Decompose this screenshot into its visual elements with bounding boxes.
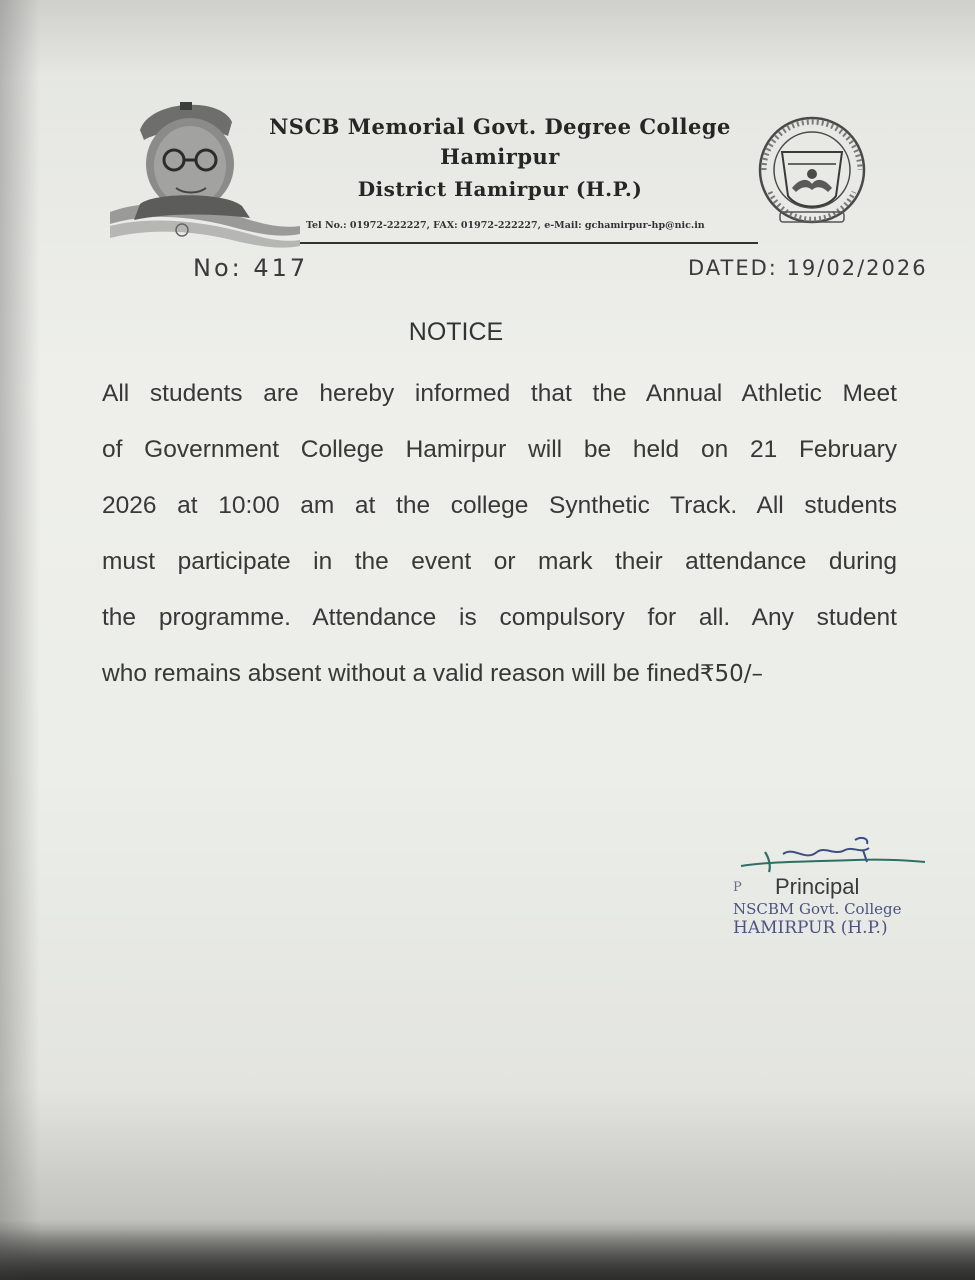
contact-info: Tel No.: 01972-222227, FAX: 01972-222227, e-Mail: gchamirpur-hp@nic.in <box>306 220 705 231</box>
notice-line: 2026 at 10:00 am at the college Synthetic Track. All students <box>102 492 897 519</box>
table-edge-shadow <box>0 1220 975 1280</box>
stamp-college: NSCBM Govt. College <box>733 900 902 918</box>
page-shadow <box>0 0 40 1280</box>
notice-last-line <box>102 646 897 702</box>
principal-title: Principal <box>775 874 860 899</box>
office-stamp <box>733 900 902 938</box>
notice-line: All students are hereby informed that the Annual Athletic Meet <box>102 380 897 407</box>
notice-line: must participate in the event or mark their attendance during <box>102 548 897 575</box>
notice-line: the programme. Attendance is compulsory for all. Any student <box>102 604 897 631</box>
notice-title: NOTICE <box>408 318 504 346</box>
principal-signature <box>735 832 935 878</box>
notice-body <box>102 366 897 702</box>
notice-date: DATED: 19/02/2026 <box>688 256 928 280</box>
letterhead-divider <box>300 242 758 244</box>
college-emblem-logo <box>756 112 868 230</box>
college-district: District Hamirpur (H.P.) <box>357 177 643 201</box>
college-city: Hamirpur <box>440 144 560 169</box>
notice-line: of Government College Hamirpur will be held on 21 February <box>102 436 897 463</box>
notice-line: who remains absent without a valid reason will be fined <box>102 660 700 687</box>
reference-number: No: 417 <box>193 254 309 282</box>
fine-amount: ₹50/– <box>699 661 764 687</box>
college-name: NSCB Memorial Govt. Degree College <box>269 114 731 139</box>
stamp-location: HAMIRPUR (H.P.) <box>733 918 888 938</box>
stamp-prefix: P <box>733 880 742 895</box>
letterhead <box>250 112 750 206</box>
